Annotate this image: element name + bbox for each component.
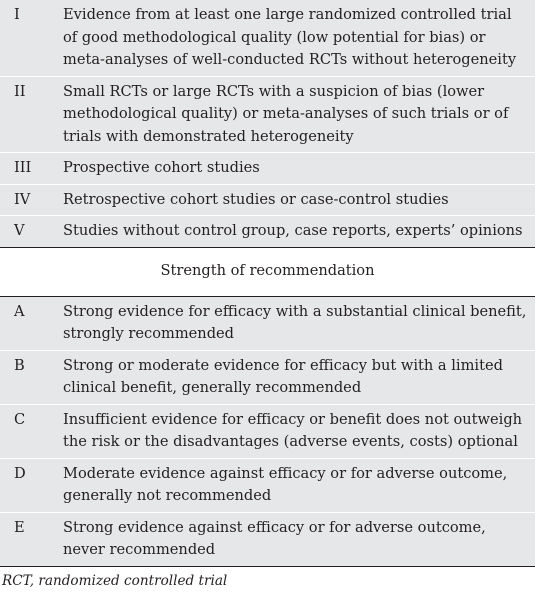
evidence-level-description: Evidence from at least one large randomized controlled trial of good methodological quality (low potential for bias) or meta-analyses of well-conducted RCTs without heterogeneity [63,6,517,68]
recommendation-grade-description: Strong evidence against efficacy or for adverse outcome, never recommended [63,518,486,558]
evidence-level-row [0,0,535,77]
recommendation-grade-row [0,351,535,405]
evidence-level-row [0,77,535,154]
evidence-level-code: II [14,82,26,100]
recommendation-grade-description: Strong or moderate evidence for efficacy but with a limited clinical benefit, generally recommended [63,356,503,396]
recommendation-grade-code: B [14,356,25,374]
recommendation-grade-row [0,513,535,567]
table-footnote: RCT, randomized controlled trial [2,572,228,589]
recommendation-grade-row [0,405,535,459]
recommendation-grade-code: D [14,464,26,482]
recommendation-grade-description: Insufficient evidence for efficacy or benefit does not outweigh the risk or the disadvantages (adverse events, costs) optional [63,410,523,450]
evidence-level-code: V [14,222,25,239]
recommendation-grade-code: E [14,518,25,536]
evidence-level-row [0,153,535,185]
evidence-level-description: Small RCTs or large RCTs with a suspicion of bias (lower methodological quality) or meta-analyses of such trials or of trials with demonstrated heterogeneity [63,82,509,145]
evidence-level-code: IV [14,190,31,208]
evidence-level-code: I [14,6,20,23]
recommendation-grade-description: Strong evidence for efficacy with a substantial clinical benefit, strongly recommended [63,302,527,342]
recommendation-grade-row [0,459,535,513]
evidence-level-code: III [14,159,32,176]
evidence-level-row [0,185,535,217]
evidence-level-row [0,216,535,248]
evidence-level-description: Prospective cohort studies [63,159,260,176]
recommendation-section-header: Strength of recommendation [0,248,535,297]
evidence-level-description: Studies without control group, case reports, experts’ opinions [63,222,523,239]
evidence-level-description: Retrospective cohort studies or case-control studies [63,190,449,208]
recommendation-grade-code: A [14,302,25,320]
recommendation-grade-code: C [14,410,26,428]
recommendation-grade-row [0,297,535,351]
recommendation-grade-description: Moderate evidence against efficacy or for adverse outcome, generally not recommended [63,464,508,504]
